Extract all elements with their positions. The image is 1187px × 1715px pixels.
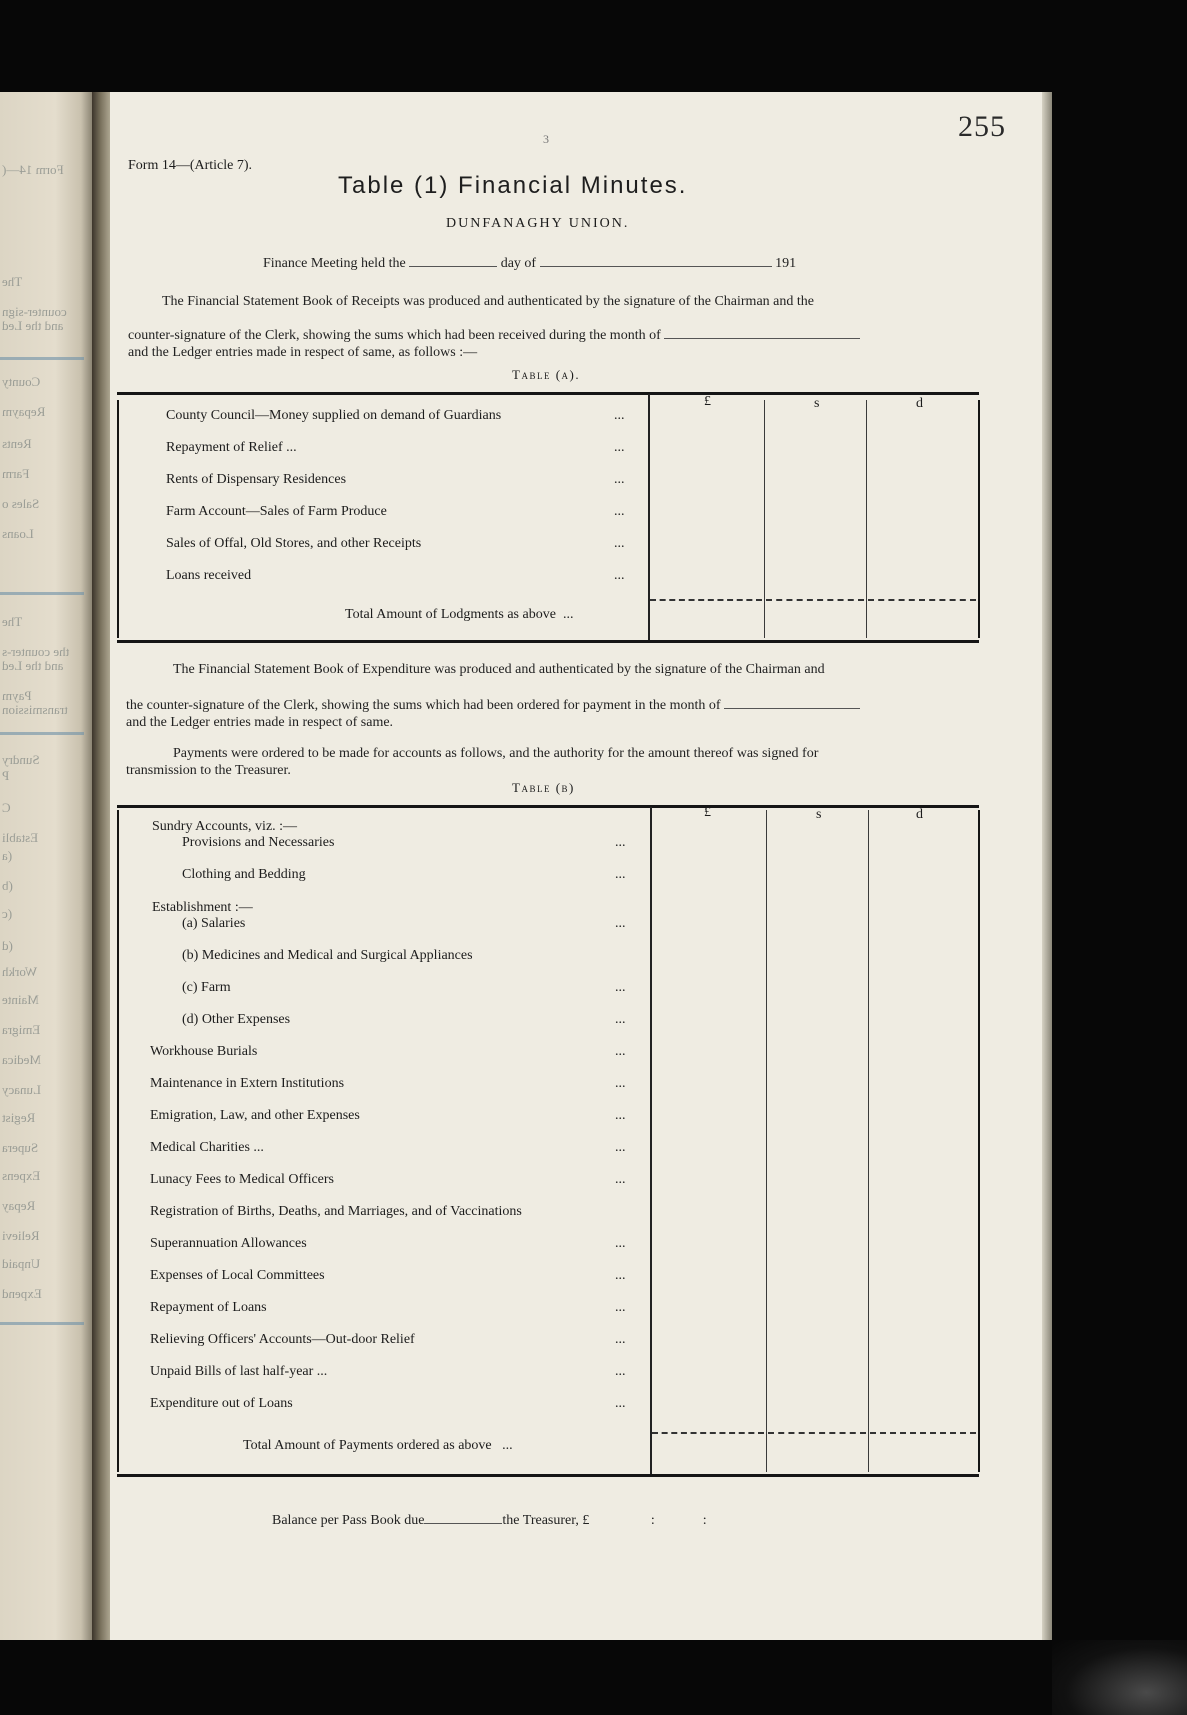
meeting-day-blank [409, 266, 497, 267]
balance-blank [424, 1523, 502, 1524]
table-b-col-divider [868, 810, 869, 1472]
table-b-row [150, 1332, 415, 1348]
page-edge [1042, 92, 1052, 1640]
facing-page-ghost-text: Form 14—( [2, 162, 64, 177]
table-b-row [150, 1140, 264, 1156]
receipts-line-3: and the Ledger entries made in respect of same, as follows :— [128, 345, 478, 360]
meeting-mid: day of [500, 256, 537, 271]
facing-page-rule [0, 732, 84, 735]
expenditure-line-3: and the Ledger entries made in respect of same. [126, 715, 394, 730]
facing-page-ghost-text: Mainte [2, 992, 39, 1007]
receipts-line-2-text: counter-signature of the Clerk, showing the sums which had been received during the month of [128, 328, 661, 343]
facing-page-ghost-text: (c [2, 906, 13, 921]
leader-dots: ... [614, 472, 625, 487]
facing-page-ghost-text: Rents [2, 436, 32, 451]
table-b-col-divider [766, 810, 767, 1472]
table-b-row [152, 900, 253, 916]
facing-page-ghost-text: Repay [2, 1198, 36, 1213]
facing-page-ghost-text: Relievi [2, 1228, 40, 1243]
facing-page-ghost-text: Expend [2, 1286, 42, 1301]
balance-prefix: Balance per Pass Book due [272, 1513, 425, 1528]
facing-page-rule [0, 592, 84, 595]
leader-dots: ... [615, 1364, 626, 1379]
table-b-title: Table (b) [512, 780, 575, 795]
table-b-row-label: Clothing and Bedding [182, 867, 306, 882]
table-b-row-label: Sundry Accounts, viz. :— [152, 819, 298, 834]
leader-dots: ... [615, 1044, 626, 1059]
facing-page-rule [0, 1322, 84, 1325]
table-b-row [150, 1076, 344, 1092]
table-a-row-label: Repayment of Relief ... [166, 440, 297, 455]
facing-page-ghost-text: (a [2, 848, 13, 863]
table-a-row-label: Loans received [166, 568, 252, 583]
table-a-total-dash [868, 599, 976, 601]
facing-page-ghost-text: County [2, 374, 41, 389]
table-a-row [166, 408, 501, 424]
leader-dots: ... [615, 1108, 626, 1123]
table-b-row [150, 1236, 307, 1252]
receipts-month-blank [664, 338, 860, 339]
table-b-total-dash [870, 1432, 976, 1434]
table-a-row [166, 536, 421, 552]
meeting-prefix: Finance Meeting held the [263, 256, 406, 271]
facing-page-ghost-text: (d [2, 938, 13, 953]
form-label: Form 14—(Article 7). [128, 158, 253, 173]
leader-dots: ... [615, 1268, 626, 1283]
facing-page-ghost-text: transmission [2, 702, 68, 717]
table-a-right-border [978, 400, 980, 638]
table-b-total-dash [768, 1432, 866, 1434]
table-b-row-label: Expenditure out of Loans [150, 1396, 293, 1411]
facing-page-ghost-text: Loans [2, 526, 34, 541]
leader-dots: ... [615, 916, 626, 931]
table-b-row [150, 1364, 327, 1380]
table-b-row [182, 980, 231, 996]
leader-dots: ... [615, 1172, 626, 1187]
table-b-row-label: (d) Other Expenses [182, 1012, 291, 1027]
table-a-row [166, 504, 387, 520]
page-marker: 3 [543, 132, 549, 146]
table-b-row [152, 819, 297, 835]
table-b-row-label: (a) Salaries [182, 916, 246, 931]
table-b-row-label: Workhouse Burials [150, 1044, 258, 1059]
table-b-row-label: Establishment :— [152, 900, 253, 915]
table-a-col-divider [764, 400, 765, 638]
table-b-row-label: Provisions and Necessaries [182, 835, 335, 850]
leader-dots: ... [614, 536, 625, 551]
meeting-year: 191 [775, 256, 797, 271]
table-b-row [150, 1396, 293, 1412]
payments-line-2: transmission to the Treasurer. [126, 763, 291, 778]
facing-page-ghost-text: The [2, 274, 23, 289]
table-b-left-border [117, 810, 119, 1472]
table-b-row [150, 1108, 360, 1124]
facing-page-ghost-text: Medica [2, 1052, 41, 1067]
facing-page-ghost-text: Farm [2, 466, 30, 481]
page-number: 255 [958, 110, 1006, 143]
balance-mid: the Treasurer, £ [502, 1513, 590, 1528]
facing-page-ghost-text: the counter-s [2, 644, 70, 659]
table-a-total-text: Total Amount of Lodgments as above [345, 607, 556, 622]
leader-dots: ... [615, 1332, 626, 1347]
facing-page-ghost-text: Workh [2, 964, 38, 979]
table-b-row-label: Repayment of Loans [150, 1300, 267, 1315]
table-b-right-border [978, 810, 980, 1472]
table-b-col-shillings: s [816, 807, 822, 822]
table-b-bottom-rule [117, 1474, 979, 1477]
facing-page-rule [0, 357, 84, 360]
table-b-row [182, 1012, 290, 1028]
payments-line-1: Payments were ordered to be made for accounts as follows, and the authority for the amount thereof was signed for [173, 746, 819, 761]
facing-page-ghost-text: Repaym [2, 404, 46, 419]
table-b-row-label: Lunacy Fees to Medical Officers [150, 1172, 335, 1187]
table-b-row [182, 948, 473, 964]
table-a-col-shillings: s [814, 396, 820, 411]
table-b-row-label: Emigration, Law, and other Expenses [150, 1108, 360, 1123]
table-b-row [182, 835, 334, 851]
expenditure-line-2-text: the counter-signature of the Clerk, showing the sums which had been ordered for payment in the month of [126, 698, 721, 713]
leader-dots: ... [614, 440, 625, 455]
facing-page-ghost-text: Lunacy [2, 1082, 41, 1097]
table-b-total-text: Total Amount of Payments ordered as above [243, 1438, 492, 1453]
expenditure-line-2 [126, 698, 860, 714]
receipts-line-1: The Financial Statement Book of Receipts was produced and authenticated by the signature of the Chairman and the [162, 294, 814, 309]
leader-dots: ... [615, 867, 626, 882]
background-corner [1052, 1640, 1187, 1715]
table-a-col-pence: d [916, 396, 923, 411]
expenditure-line-1: The Financial Statement Book of Expenditure was produced and authenticated by the signature of the Chairman and [173, 662, 825, 677]
facing-page-ghost-text: Regist [2, 1110, 36, 1125]
leader-dots: ... [615, 1076, 626, 1091]
facing-page-ghost-text: and the Led [2, 318, 64, 333]
facing-page-ghost-text: Paym [2, 688, 32, 703]
leader-dots: ... [615, 1300, 626, 1315]
table-a-row [166, 568, 251, 584]
table-b-row [150, 1172, 334, 1188]
table-b-col-pounds: £ [704, 805, 711, 820]
table-b-row-label: Maintenance in Extern Institutions [150, 1076, 345, 1091]
table-a-row [166, 472, 346, 488]
facing-page-ghost-text: Supera [2, 1140, 39, 1155]
table-a-row-label: County Council—Money supplied on demand of Guardians [166, 408, 502, 423]
leader-dots: ... [615, 1396, 626, 1411]
facing-page-ghost-text: Establi [2, 830, 39, 845]
facing-page-ghost-text: counter-sign [2, 304, 67, 319]
table-b-row-label: Superannuation Allowances [150, 1236, 307, 1251]
table-b-row-label: (b) Medicines and Medical and Surgical Appliances [182, 948, 473, 963]
table-b-row-label: Registration of Births, Deaths, and Marriages, and of Vaccinations [150, 1204, 522, 1219]
table-a-col-divider [648, 394, 650, 640]
table-b-row-label: Unpaid Bills of last half-year ... [150, 1364, 328, 1379]
receipts-line-2 [128, 328, 860, 344]
table-b-row [182, 867, 306, 883]
table-b-row [150, 1204, 522, 1220]
table-a-row-label: Rents of Dispensary Residences [166, 472, 347, 487]
book-gutter [92, 92, 112, 1640]
table-a-row [166, 440, 297, 456]
balance-line: Balance per Pass Book due the Treasurer, £ : : [272, 1513, 707, 1528]
leader-dots: ... [615, 1236, 626, 1251]
table-b-row-label: Expenses of Local Committees [150, 1268, 325, 1283]
table-a-total-label: Total Amount of Lodgments as above ... [345, 607, 574, 622]
facing-page-ghost-text: and the Led [2, 658, 64, 673]
expenditure-month-blank [724, 708, 860, 709]
table-b-row [150, 1044, 257, 1060]
table-a-total-dash [650, 599, 762, 601]
table-b-row [182, 916, 245, 932]
facing-page-ghost-text: Sundry [2, 752, 40, 767]
table-a-col-pounds: £ [704, 394, 711, 409]
leader-dots: ... [615, 980, 626, 995]
meeting-month-blank [540, 266, 772, 267]
table-b-row-label: Relieving Officers' Accounts—Out-door Relief [150, 1332, 415, 1347]
table-b-top-rule [117, 805, 979, 808]
table-a-title: Table (a). [512, 367, 581, 382]
meeting-line [263, 256, 796, 272]
table-a-row-label: Farm Account—Sales of Farm Produce [166, 504, 387, 519]
table-a-total-dash [766, 599, 864, 601]
document-page [110, 92, 1042, 1640]
facing-page-ghost-text: P [2, 768, 10, 783]
table-b-col-divider [650, 807, 652, 1474]
table-a-row-label: Sales of Offal, Old Stores, and other Receipts [166, 536, 422, 551]
table-b-row [150, 1268, 325, 1284]
table-b-col-pence: d [916, 807, 923, 822]
facing-page-ghost-text: Emigra [2, 1022, 41, 1037]
table-a-col-divider [866, 400, 867, 638]
table-b-total-dash [652, 1432, 764, 1434]
leader-dots: ... [614, 568, 625, 583]
leader-dots: ... [615, 835, 626, 850]
facing-page-ghost-text: Sales o [2, 496, 40, 511]
facing-page-ghost-text: The [2, 614, 23, 629]
facing-page-ghost-text: Unpaid [2, 1256, 41, 1271]
leader-dots: ... [614, 408, 625, 423]
table-b-total-label: Total Amount of Payments ordered as above ... [243, 1438, 513, 1453]
table-b-row-label: (c) Farm [182, 980, 231, 995]
table-a-left-border [117, 400, 119, 638]
table-b-row [150, 1300, 267, 1316]
facing-page-ghost-text: (b [2, 878, 13, 893]
table-a-top-rule [117, 392, 979, 395]
union-name: DUNFANAGHY UNION. [446, 216, 630, 231]
leader-dots: ... [615, 1012, 626, 1027]
facing-page-ghost-text: Expens [2, 1168, 41, 1183]
left-facing-page [0, 92, 92, 1640]
leader-dots: ... [614, 504, 625, 519]
facing-page-ghost-text: C [2, 800, 11, 815]
table-a-bottom-rule [117, 640, 979, 643]
table-b-row-label: Medical Charities ... [150, 1140, 264, 1155]
page-title: Table (1) Financial Minutes. [338, 172, 688, 199]
leader-dots: ... [615, 1140, 626, 1155]
